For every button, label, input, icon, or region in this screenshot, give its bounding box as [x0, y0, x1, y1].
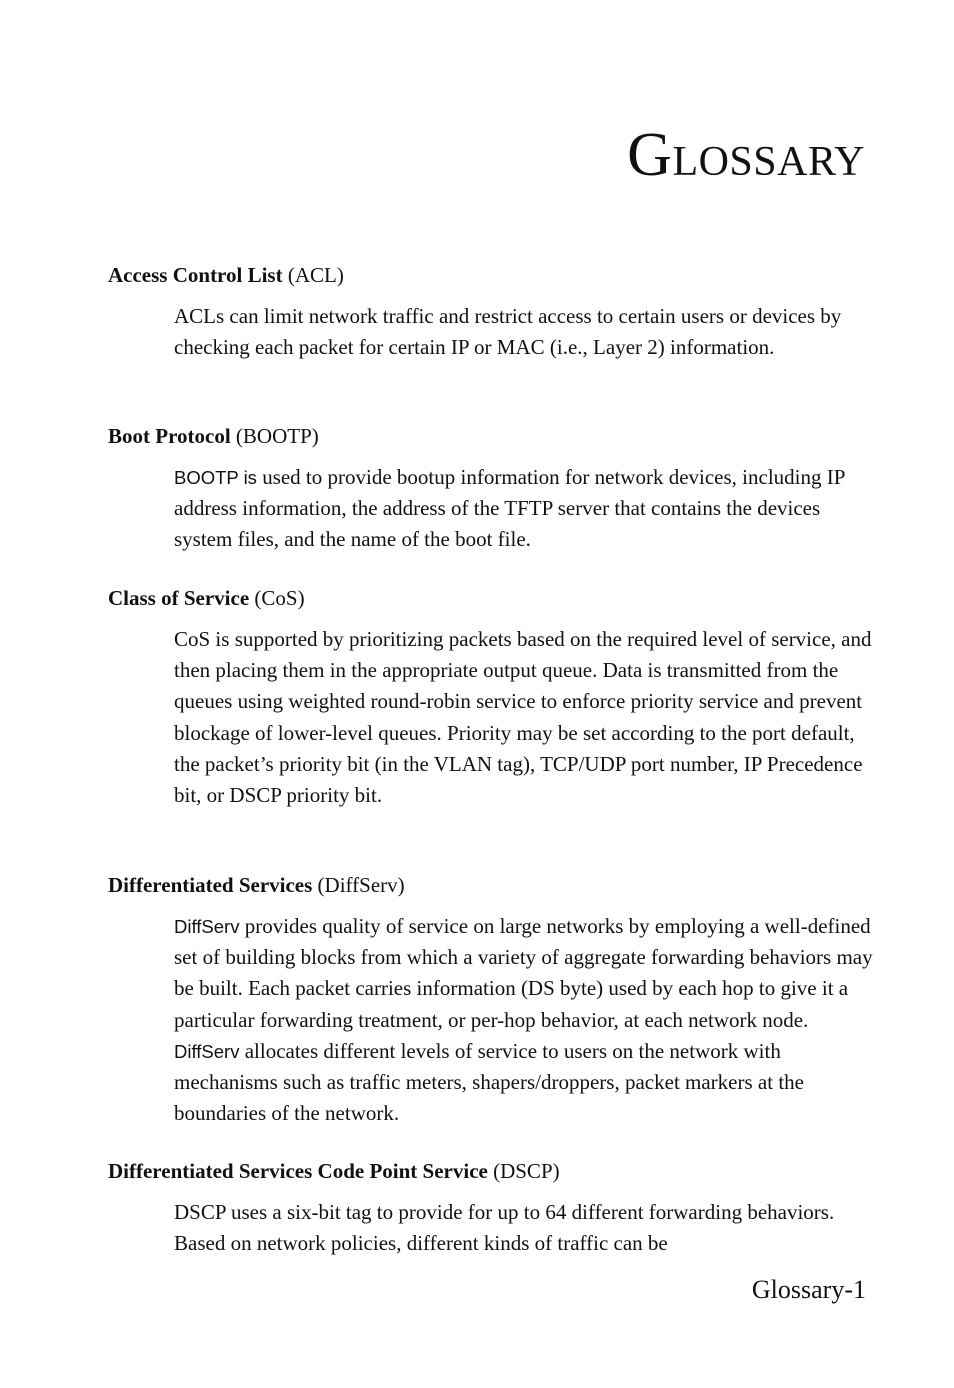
definition-lead: BOOTP is	[174, 467, 257, 488]
definition-tail: allocates different levels of service to users on the network with mechanisms such as traffic meters, shapers/droppers, packet markers at the boundaries of the network.	[174, 1038, 804, 1126]
glossary-entry-acl	[108, 263, 878, 363]
term-abbreviation: (ACL)	[287, 263, 344, 287]
title-rest: LOSSARY	[672, 139, 865, 185]
entry-definition: ACLs can limit network traffic and restrict access to certain users or devices by checking each packet for certain IP or MAC (i.e., Layer 2) information.	[174, 304, 842, 360]
term-abbreviation: (DiffServ)	[317, 873, 405, 897]
term-name: Boot Protocol	[108, 424, 231, 448]
definition-text: used to provide bootup information for network devices, including IP address information, the address of the TFTP server that contains the devices system files, and the name of the boot file.	[174, 465, 845, 552]
definition-mid: DiffServ	[174, 1040, 240, 1062]
term-abbreviation: (CoS)	[254, 586, 305, 610]
term-name: Class of Service	[108, 586, 250, 610]
term-abbreviation: (BOOTP)	[235, 424, 319, 448]
glossary-entry-diffserv	[108, 873, 878, 1129]
page-title	[627, 121, 865, 189]
entry-definition: DSCP uses a six-bit tag to provide for up to 64 different forwarding behaviors. Based on network policies, different kinds of traffic can be	[174, 1200, 835, 1256]
entry-definition	[174, 911, 878, 1129]
title-initial: G	[627, 121, 673, 189]
glossary-entry-bootp	[108, 424, 878, 556]
definition-lead: DiffServ	[174, 916, 240, 937]
entry-definition: CoS is supported by prioritizing packets based on the required level of service, and then placing them in the appropriate output queue. Data is transmitted from the queues using weighted round-robin service to enforce priority service and prevent blockage of lower-level queues. Priority may be set according to the port default, the packet’s priority bit (in the VLAN tag), TCP/UDP port number, IP Precedence bit, or DSCP priority bit.	[174, 627, 872, 808]
entry-term	[108, 263, 878, 287]
definition-text: provides quality of service on large networks by employing a well-defined set of building blocks from which a variety of aggregate forwarding behaviors may be built. Each packet carries information (DS byte) used by each hop to give it a particular forwarding treatment, or per-hop behavior, at each network node.	[174, 914, 873, 1032]
entry-definition	[174, 462, 878, 556]
entry-term	[108, 586, 878, 610]
term-name: Differentiated Services	[108, 873, 313, 897]
page-number: Glossary-1	[751, 1275, 866, 1304]
glossary-entry-cos	[108, 586, 878, 811]
entry-term	[108, 1159, 878, 1183]
term-abbreviation: (DSCP)	[493, 1159, 560, 1183]
glossary-entry-dscp	[108, 1159, 878, 1259]
entry-term	[108, 424, 878, 448]
entry-term	[108, 873, 878, 897]
term-name: Differentiated Services Code Point Service	[108, 1159, 488, 1183]
term-name: Access Control List	[108, 263, 283, 287]
